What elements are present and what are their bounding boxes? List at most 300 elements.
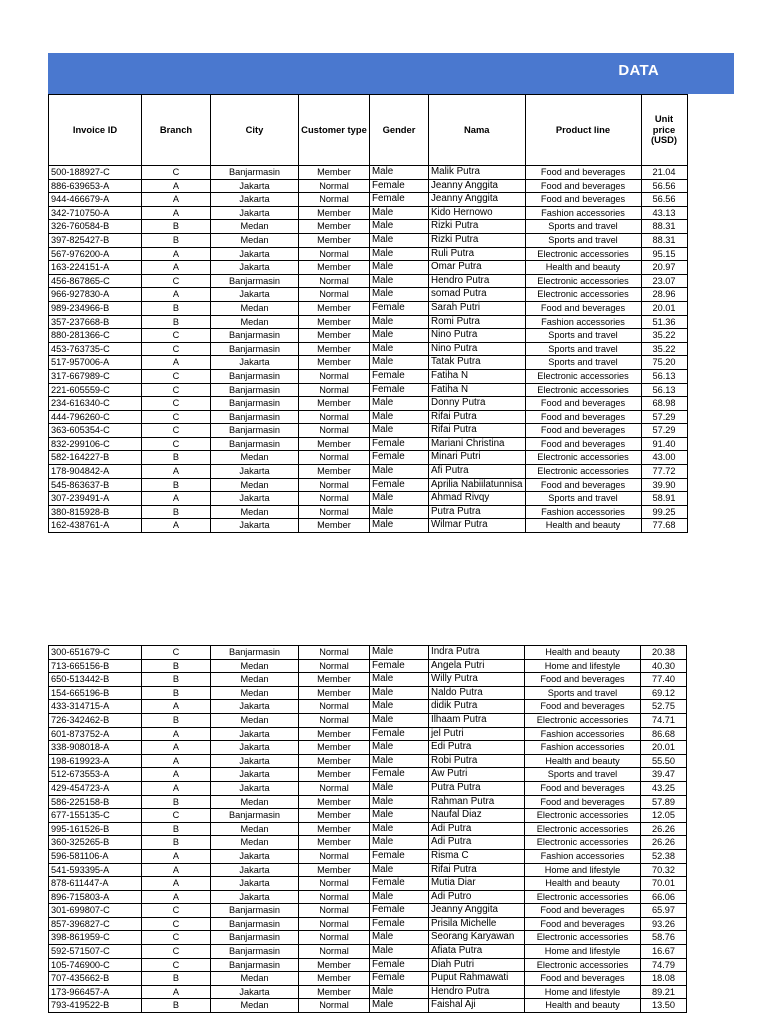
cell-city[interactable]: Banjarmasin: [211, 369, 299, 383]
cell-customer-type[interactable]: Normal: [299, 410, 370, 424]
cell-unit-price[interactable]: 43.13: [641, 206, 687, 220]
cell-gender[interactable]: Male: [370, 795, 429, 809]
cell-invoice-id[interactable]: 173-966457-A: [49, 985, 142, 999]
cell-customer-type[interactable]: Member: [299, 437, 370, 451]
cell-nama[interactable]: Malik Putra: [429, 166, 526, 180]
cell-gender[interactable]: Male: [370, 288, 429, 302]
cell-invoice-id[interactable]: 163-224151-A: [49, 261, 142, 275]
cell-city[interactable]: Jakarta: [211, 356, 299, 370]
cell-gender[interactable]: Male: [370, 492, 429, 506]
cell-invoice-id[interactable]: 317-667989-C: [49, 369, 142, 383]
cell-invoice-id[interactable]: 221-605559-C: [49, 383, 142, 397]
cell-nama[interactable]: Adi Putra: [429, 822, 525, 836]
cell-product-line[interactable]: Food and beverages: [525, 410, 641, 424]
cell-nama[interactable]: Ahmad Rivqy: [429, 492, 526, 506]
cell-gender[interactable]: Male: [370, 166, 429, 180]
cell-gender[interactable]: Male: [370, 206, 429, 220]
cell-city[interactable]: Jakarta: [211, 741, 299, 755]
cell-branch[interactable]: A: [142, 741, 211, 755]
cell-nama[interactable]: Risma C: [429, 849, 525, 863]
cell-invoice-id[interactable]: 582-164227-B: [49, 451, 142, 465]
cell-gender[interactable]: Female: [370, 437, 429, 451]
cell-invoice-id[interactable]: 995-161526-B: [49, 822, 142, 836]
cell-customer-type[interactable]: Normal: [299, 877, 370, 891]
cell-city[interactable]: Jakarta: [211, 465, 299, 479]
cell-city[interactable]: Banjarmasin: [211, 166, 299, 180]
cell-branch[interactable]: B: [142, 713, 211, 727]
cell-branch[interactable]: B: [142, 478, 211, 492]
cell-product-line[interactable]: Health and beauty: [525, 261, 641, 275]
cell-branch[interactable]: A: [142, 863, 211, 877]
cell-unit-price[interactable]: 43.25: [641, 781, 687, 795]
cell-invoice-id[interactable]: 453-763735-C: [49, 342, 142, 356]
cell-customer-type[interactable]: Normal: [299, 369, 370, 383]
cell-city[interactable]: Jakarta: [211, 179, 299, 193]
cell-gender[interactable]: Male: [370, 754, 429, 768]
cell-product-line[interactable]: Home and lifestyle: [525, 659, 641, 673]
cell-branch[interactable]: B: [142, 972, 211, 986]
cell-invoice-id[interactable]: 154-665196-B: [49, 686, 142, 700]
cell-gender[interactable]: Female: [370, 179, 429, 193]
cell-product-line[interactable]: Electronic accessories: [525, 809, 641, 823]
cell-city[interactable]: Banjarmasin: [211, 437, 299, 451]
cell-invoice-id[interactable]: 456-867865-C: [49, 274, 142, 288]
cell-nama[interactable]: Afiata Putra: [429, 945, 525, 959]
cell-gender[interactable]: Male: [370, 274, 429, 288]
cell-branch[interactable]: C: [142, 166, 211, 180]
cell-nama[interactable]: Nino Putra: [429, 342, 526, 356]
cell-nama[interactable]: Diah Putri: [429, 958, 525, 972]
cell-city[interactable]: Medan: [211, 972, 299, 986]
cell-unit-price[interactable]: 88.31: [641, 220, 687, 234]
cell-customer-type[interactable]: Normal: [299, 274, 370, 288]
cell-customer-type[interactable]: Member: [299, 741, 370, 755]
cell-nama[interactable]: Rifai Putra: [429, 424, 526, 438]
cell-invoice-id[interactable]: 326-760584-B: [49, 220, 142, 234]
cell-product-line[interactable]: Food and beverages: [525, 424, 641, 438]
cell-unit-price[interactable]: 95.15: [641, 247, 687, 261]
cell-city[interactable]: Banjarmasin: [211, 931, 299, 945]
cell-gender[interactable]: Male: [370, 233, 429, 247]
cell-gender[interactable]: Female: [370, 727, 429, 741]
cell-nama[interactable]: Mariani Christina: [429, 437, 526, 451]
cell-product-line[interactable]: Home and lifestyle: [525, 863, 641, 877]
cell-nama[interactable]: Seorang Karyawan: [429, 931, 525, 945]
cell-customer-type[interactable]: Member: [299, 795, 370, 809]
cell-unit-price[interactable]: 88.31: [641, 233, 687, 247]
cell-invoice-id[interactable]: 650-513442-B: [49, 673, 142, 687]
cell-branch[interactable]: B: [142, 505, 211, 519]
cell-customer-type[interactable]: Normal: [299, 451, 370, 465]
cell-gender[interactable]: Female: [370, 917, 429, 931]
cell-branch[interactable]: A: [142, 781, 211, 795]
cell-invoice-id[interactable]: 307-239491-A: [49, 492, 142, 506]
cell-city[interactable]: Jakarta: [211, 247, 299, 261]
cell-gender[interactable]: Male: [370, 781, 429, 795]
cell-invoice-id[interactable]: 726-342462-B: [49, 713, 142, 727]
cell-product-line[interactable]: Health and beauty: [525, 877, 641, 891]
cell-unit-price[interactable]: 20.01: [641, 301, 687, 315]
cell-unit-price[interactable]: 20.01: [641, 741, 687, 755]
cell-city[interactable]: Jakarta: [211, 727, 299, 741]
cell-customer-type[interactable]: Normal: [299, 478, 370, 492]
column-header-customer-type[interactable]: Customer type: [299, 95, 370, 166]
cell-city[interactable]: Jakarta: [211, 700, 299, 714]
cell-product-line[interactable]: Health and beauty: [525, 519, 641, 533]
cell-customer-type[interactable]: Normal: [299, 999, 370, 1013]
cell-product-line[interactable]: Food and beverages: [525, 673, 641, 687]
cell-city[interactable]: Jakarta: [211, 193, 299, 207]
cell-gender[interactable]: Female: [370, 768, 429, 782]
cell-product-line[interactable]: Sports and travel: [525, 342, 641, 356]
cell-invoice-id[interactable]: 989-234966-B: [49, 301, 142, 315]
cell-nama[interactable]: Hendro Putra: [429, 274, 526, 288]
cell-product-line[interactable]: Fashion accessories: [525, 741, 641, 755]
cell-gender[interactable]: Male: [370, 397, 429, 411]
cell-customer-type[interactable]: Member: [299, 985, 370, 999]
cell-branch[interactable]: C: [142, 437, 211, 451]
cell-gender[interactable]: Female: [370, 383, 429, 397]
cell-city[interactable]: Medan: [211, 315, 299, 329]
cell-unit-price[interactable]: 35.22: [641, 342, 687, 356]
cell-unit-price[interactable]: 56.13: [641, 369, 687, 383]
cell-customer-type[interactable]: Normal: [299, 659, 370, 673]
cell-product-line[interactable]: Electronic accessories: [525, 274, 641, 288]
cell-unit-price[interactable]: 58.91: [641, 492, 687, 506]
cell-unit-price[interactable]: 39.47: [641, 768, 687, 782]
cell-city[interactable]: Medan: [211, 822, 299, 836]
cell-customer-type[interactable]: Member: [299, 863, 370, 877]
cell-nama[interactable]: Jeanny Anggita: [429, 179, 526, 193]
cell-branch[interactable]: C: [142, 274, 211, 288]
cell-unit-price[interactable]: 69.12: [641, 686, 687, 700]
cell-invoice-id[interactable]: 105-746900-C: [49, 958, 142, 972]
cell-nama[interactable]: Fatiha N: [429, 383, 526, 397]
cell-product-line[interactable]: Food and beverages: [525, 301, 641, 315]
cell-nama[interactable]: Hendro Putra: [429, 985, 525, 999]
cell-nama[interactable]: Mutia Diar: [429, 877, 525, 891]
cell-customer-type[interactable]: Member: [299, 342, 370, 356]
cell-branch[interactable]: A: [142, 356, 211, 370]
cell-gender[interactable]: Female: [370, 478, 429, 492]
cell-branch[interactable]: A: [142, 754, 211, 768]
cell-city[interactable]: Jakarta: [211, 206, 299, 220]
cell-nama[interactable]: Ruli Putra: [429, 247, 526, 261]
cell-nama[interactable]: Aw Putri: [429, 768, 525, 782]
cell-invoice-id[interactable]: 380-815928-B: [49, 505, 142, 519]
cell-city[interactable]: Banjarmasin: [211, 945, 299, 959]
cell-gender[interactable]: Female: [370, 904, 429, 918]
cell-branch[interactable]: A: [142, 465, 211, 479]
cell-invoice-id[interactable]: 363-605354-C: [49, 424, 142, 438]
cell-customer-type[interactable]: Member: [299, 233, 370, 247]
cell-branch[interactable]: A: [142, 877, 211, 891]
cell-nama[interactable]: Minari Putri: [429, 451, 526, 465]
cell-customer-type[interactable]: Member: [299, 727, 370, 741]
cell-branch[interactable]: A: [142, 206, 211, 220]
cell-branch[interactable]: B: [142, 315, 211, 329]
cell-unit-price[interactable]: 16.67: [641, 945, 687, 959]
cell-customer-type[interactable]: Normal: [299, 193, 370, 207]
cell-unit-price[interactable]: 57.29: [641, 424, 687, 438]
cell-invoice-id[interactable]: 342-710750-A: [49, 206, 142, 220]
cell-customer-type[interactable]: Member: [299, 220, 370, 234]
cell-unit-price[interactable]: 56.13: [641, 383, 687, 397]
cell-city[interactable]: Medan: [211, 795, 299, 809]
cell-unit-price[interactable]: 40.30: [641, 659, 687, 673]
cell-gender[interactable]: Female: [370, 193, 429, 207]
cell-city[interactable]: Medan: [211, 505, 299, 519]
cell-branch[interactable]: B: [142, 301, 211, 315]
cell-nama[interactable]: Faishal Aji: [429, 999, 525, 1013]
cell-invoice-id[interactable]: 444-796260-C: [49, 410, 142, 424]
cell-branch[interactable]: B: [142, 822, 211, 836]
cell-city[interactable]: Banjarmasin: [211, 342, 299, 356]
cell-city[interactable]: Banjarmasin: [211, 383, 299, 397]
cell-unit-price[interactable]: 18.08: [641, 972, 687, 986]
cell-branch[interactable]: C: [142, 809, 211, 823]
cell-customer-type[interactable]: Normal: [299, 945, 370, 959]
cell-unit-price[interactable]: 99.25: [641, 505, 687, 519]
cell-unit-price[interactable]: 89.21: [641, 985, 687, 999]
cell-city[interactable]: Jakarta: [211, 863, 299, 877]
cell-customer-type[interactable]: Normal: [299, 849, 370, 863]
cell-invoice-id[interactable]: 398-861959-C: [49, 931, 142, 945]
cell-customer-type[interactable]: Member: [299, 397, 370, 411]
cell-unit-price[interactable]: 21.04: [641, 166, 687, 180]
cell-unit-price[interactable]: 52.75: [641, 700, 687, 714]
cell-product-line[interactable]: Sports and travel: [525, 329, 641, 343]
cell-branch[interactable]: C: [142, 945, 211, 959]
cell-gender[interactable]: Male: [370, 700, 429, 714]
cell-product-line[interactable]: Sports and travel: [525, 220, 641, 234]
cell-branch[interactable]: C: [142, 383, 211, 397]
cell-product-line[interactable]: Electronic accessories: [525, 713, 641, 727]
cell-unit-price[interactable]: 43.00: [641, 451, 687, 465]
cell-unit-price[interactable]: 70.32: [641, 863, 687, 877]
cell-unit-price[interactable]: 35.22: [641, 329, 687, 343]
cell-nama[interactable]: Prisila Michelle: [429, 917, 525, 931]
cell-gender[interactable]: Male: [370, 999, 429, 1013]
cell-invoice-id[interactable]: 713-665156-B: [49, 659, 142, 673]
cell-nama[interactable]: Fatiha N: [429, 369, 526, 383]
cell-product-line[interactable]: Sports and travel: [525, 492, 641, 506]
cell-city[interactable]: Banjarmasin: [211, 917, 299, 931]
cell-city[interactable]: Banjarmasin: [211, 646, 299, 660]
cell-branch[interactable]: B: [142, 673, 211, 687]
cell-gender[interactable]: Male: [370, 836, 429, 850]
cell-invoice-id[interactable]: 162-438761-A: [49, 519, 142, 533]
cell-gender[interactable]: Female: [370, 849, 429, 863]
cell-gender[interactable]: Male: [370, 673, 429, 687]
cell-customer-type[interactable]: Normal: [299, 424, 370, 438]
cell-city[interactable]: Medan: [211, 301, 299, 315]
cell-branch[interactable]: C: [142, 904, 211, 918]
cell-invoice-id[interactable]: 500-188927-C: [49, 166, 142, 180]
column-header-nama[interactable]: Nama: [429, 95, 526, 166]
cell-customer-type[interactable]: Normal: [299, 781, 370, 795]
cell-gender[interactable]: Male: [370, 945, 429, 959]
cell-branch[interactable]: B: [142, 795, 211, 809]
cell-unit-price[interactable]: 77.72: [641, 465, 687, 479]
cell-customer-type[interactable]: Normal: [299, 288, 370, 302]
cell-city[interactable]: Jakarta: [211, 877, 299, 891]
cell-product-line[interactable]: Electronic accessories: [525, 383, 641, 397]
cell-branch[interactable]: C: [142, 424, 211, 438]
cell-gender[interactable]: Female: [370, 877, 429, 891]
cell-branch[interactable]: A: [142, 193, 211, 207]
cell-invoice-id[interactable]: 886-639653-A: [49, 179, 142, 193]
cell-city[interactable]: Jakarta: [211, 890, 299, 904]
cell-city[interactable]: Medan: [211, 713, 299, 727]
cell-unit-price[interactable]: 68.98: [641, 397, 687, 411]
cell-unit-price[interactable]: 26.26: [641, 836, 687, 850]
cell-customer-type[interactable]: Member: [299, 686, 370, 700]
cell-gender[interactable]: Male: [370, 741, 429, 755]
cell-branch[interactable]: B: [142, 836, 211, 850]
cell-branch[interactable]: C: [142, 931, 211, 945]
cell-unit-price[interactable]: 74.79: [641, 958, 687, 972]
cell-invoice-id[interactable]: 433-314715-A: [49, 700, 142, 714]
cell-unit-price[interactable]: 39.90: [641, 478, 687, 492]
cell-nama[interactable]: Putra Putra: [429, 781, 525, 795]
cell-unit-price[interactable]: 74.71: [641, 713, 687, 727]
cell-nama[interactable]: somad Putra: [429, 288, 526, 302]
cell-product-line[interactable]: Food and beverages: [525, 972, 641, 986]
cell-branch[interactable]: C: [142, 410, 211, 424]
cell-customer-type[interactable]: Normal: [299, 492, 370, 506]
cell-city[interactable]: Banjarmasin: [211, 809, 299, 823]
cell-invoice-id[interactable]: 517-957006-A: [49, 356, 142, 370]
cell-unit-price[interactable]: 57.89: [641, 795, 687, 809]
cell-gender[interactable]: Male: [370, 931, 429, 945]
cell-branch[interactable]: C: [142, 369, 211, 383]
cell-nama[interactable]: Adi Putro: [429, 890, 525, 904]
cell-nama[interactable]: Indra Putra: [429, 646, 525, 660]
cell-branch[interactable]: A: [142, 727, 211, 741]
cell-city[interactable]: Jakarta: [211, 849, 299, 863]
cell-invoice-id[interactable]: 541-593395-A: [49, 863, 142, 877]
cell-gender[interactable]: Male: [370, 410, 429, 424]
cell-nama[interactable]: Rifai Putra: [429, 410, 526, 424]
cell-nama[interactable]: Rizki Putra: [429, 220, 526, 234]
cell-product-line[interactable]: Home and lifestyle: [525, 985, 641, 999]
cell-branch[interactable]: C: [142, 397, 211, 411]
cell-nama[interactable]: Omar Putra: [429, 261, 526, 275]
cell-product-line[interactable]: Electronic accessories: [525, 451, 641, 465]
cell-gender[interactable]: Male: [370, 342, 429, 356]
cell-branch[interactable]: A: [142, 985, 211, 999]
cell-gender[interactable]: Male: [370, 809, 429, 823]
cell-city[interactable]: Medan: [211, 233, 299, 247]
cell-nama[interactable]: Jeanny Anggita: [429, 904, 525, 918]
cell-gender[interactable]: Male: [370, 863, 429, 877]
cell-nama[interactable]: Wilmar Putra: [429, 519, 526, 533]
cell-invoice-id[interactable]: 198-619923-A: [49, 754, 142, 768]
cell-product-line[interactable]: Electronic accessories: [525, 465, 641, 479]
cell-gender[interactable]: Female: [370, 659, 429, 673]
cell-invoice-id[interactable]: 896-715803-A: [49, 890, 142, 904]
cell-product-line[interactable]: Fashion accessories: [525, 505, 641, 519]
cell-invoice-id[interactable]: 301-699807-C: [49, 904, 142, 918]
cell-invoice-id[interactable]: 178-904842-A: [49, 465, 142, 479]
cell-customer-type[interactable]: Member: [299, 166, 370, 180]
cell-branch[interactable]: C: [142, 342, 211, 356]
cell-product-line[interactable]: Fashion accessories: [525, 727, 641, 741]
cell-city[interactable]: Banjarmasin: [211, 424, 299, 438]
cell-branch[interactable]: C: [142, 646, 211, 660]
cell-city[interactable]: Banjarmasin: [211, 904, 299, 918]
cell-city[interactable]: Medan: [211, 220, 299, 234]
cell-city[interactable]: Medan: [211, 836, 299, 850]
cell-unit-price[interactable]: 26.26: [641, 822, 687, 836]
cell-product-line[interactable]: Food and beverages: [525, 700, 641, 714]
cell-product-line[interactable]: Electronic accessories: [525, 958, 641, 972]
cell-customer-type[interactable]: Member: [299, 519, 370, 533]
cell-customer-type[interactable]: Normal: [299, 917, 370, 931]
cell-nama[interactable]: Adi Putra: [429, 836, 525, 850]
cell-gender[interactable]: Female: [370, 301, 429, 315]
cell-product-line[interactable]: Fashion accessories: [525, 206, 641, 220]
cell-customer-type[interactable]: Normal: [299, 247, 370, 261]
cell-branch[interactable]: B: [142, 220, 211, 234]
cell-branch[interactable]: A: [142, 179, 211, 193]
cell-product-line[interactable]: Electronic accessories: [525, 890, 641, 904]
cell-nama[interactable]: Putra Putra: [429, 505, 526, 519]
cell-customer-type[interactable]: Normal: [299, 890, 370, 904]
cell-gender[interactable]: Male: [370, 890, 429, 904]
cell-invoice-id[interactable]: 880-281366-C: [49, 329, 142, 343]
cell-customer-type[interactable]: Member: [299, 329, 370, 343]
cell-gender[interactable]: Female: [370, 958, 429, 972]
cell-invoice-id[interactable]: 966-927830-A: [49, 288, 142, 302]
cell-nama[interactable]: Willy Putra: [429, 673, 525, 687]
cell-city[interactable]: Medan: [211, 999, 299, 1013]
cell-customer-type[interactable]: Normal: [299, 713, 370, 727]
cell-invoice-id[interactable]: 677-155135-C: [49, 809, 142, 823]
cell-unit-price[interactable]: 12.05: [641, 809, 687, 823]
cell-product-line[interactable]: Sports and travel: [525, 356, 641, 370]
cell-nama[interactable]: Jeanny Anggita: [429, 193, 526, 207]
cell-gender[interactable]: Female: [370, 369, 429, 383]
cell-invoice-id[interactable]: 512-673553-A: [49, 768, 142, 782]
cell-product-line[interactable]: Electronic accessories: [525, 247, 641, 261]
cell-unit-price[interactable]: 70.01: [641, 877, 687, 891]
cell-product-line[interactable]: Sports and travel: [525, 768, 641, 782]
cell-invoice-id[interactable]: 397-825427-B: [49, 233, 142, 247]
cell-customer-type[interactable]: Member: [299, 972, 370, 986]
cell-unit-price[interactable]: 51.36: [641, 315, 687, 329]
cell-customer-type[interactable]: Normal: [299, 904, 370, 918]
cell-gender[interactable]: Female: [370, 972, 429, 986]
cell-nama[interactable]: Rizki Putra: [429, 233, 526, 247]
cell-customer-type[interactable]: Member: [299, 465, 370, 479]
cell-customer-type[interactable]: Member: [299, 673, 370, 687]
cell-unit-price[interactable]: 66.06: [641, 890, 687, 904]
cell-invoice-id[interactable]: 338-908018-A: [49, 741, 142, 755]
cell-city[interactable]: Jakarta: [211, 519, 299, 533]
cell-gender[interactable]: Male: [370, 424, 429, 438]
cell-branch[interactable]: B: [142, 659, 211, 673]
cell-branch[interactable]: A: [142, 247, 211, 261]
cell-invoice-id[interactable]: 601-873752-A: [49, 727, 142, 741]
cell-product-line[interactable]: Home and lifestyle: [525, 945, 641, 959]
cell-invoice-id[interactable]: 707-435662-B: [49, 972, 142, 986]
cell-product-line[interactable]: Electronic accessories: [525, 369, 641, 383]
cell-invoice-id[interactable]: 300-651679-C: [49, 646, 142, 660]
cell-branch[interactable]: A: [142, 768, 211, 782]
cell-branch[interactable]: B: [142, 686, 211, 700]
